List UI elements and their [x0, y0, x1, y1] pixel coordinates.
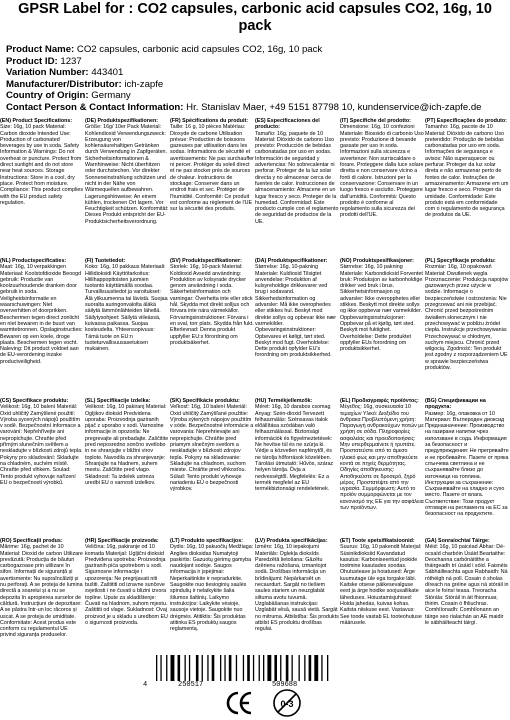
barcode-bar [178, 655, 181, 681]
title-line-2: pack [238, 18, 272, 34]
info-line [6, 90, 506, 102]
language-block [0, 538, 84, 678]
info-value: 1237 [60, 55, 82, 67]
language-body: Maat: 16g, 10 verpakkingen Materiaal: Koolstofdioxide Beoogd gebruik: Productie van koolzuurhoudende dranken door gebruik in soda. Veiligheidsinformatie en waarschuwingen: Niet oververhitten of doorprikken. Beschermen tegen direct zonlicht en niet bewaren in de buurt van warmtebronnen. Opslaginstructies: Bewaren op een koele, droge plaats. Beschermen tegen vocht. Naleving: Dit product voldoet aan de EU-verordening inzake productveiligheid. [0, 264, 83, 365]
barcode-bar [253, 655, 254, 681]
barcode-bar [207, 655, 208, 681]
language-body: Veličina: 16g, pakiranje od 10 komada Materijal: Ugljični dioksid Predviđena upotreba: Proizvodnja gaziranih pića upotrebom u sodi. Sigurnosne informacije i upozorenja: Ne pregrijavati niti bušiti. Zaštititi od izravne sunčeve svjetlosti i ne čuvati u blizini izvora topline. Upute za skladištenje: Čuvati na hladnom, suhom mjestu. Zaštititi od vlage. Sukladnost: Ovaj proizvod je u skladu s uredbom EU o sigurnosti proizvoda. [85, 544, 168, 626]
language-grid [0, 118, 510, 678]
language-body: Tamaño: 16g, paquete de 10 Material: Dióxido de carbono Uso previsto: Producción de bebidas carbonatadas por uso en sodas. Información de seguridad y advertencias: No sobrecalentar ni perforar. Proteger de la luz solar directa y no almacenar cerca de fuentes de calor. Instrucciones de almacenamiento: Almacene en un lugar fresco y seco. Proteger de la humedad. Conformidad: Este producto cumple con el reglamento de seguridad de productos de la UE. [255, 130, 339, 225]
barcode-bar [280, 655, 281, 681]
barcode-bar [202, 655, 203, 681]
language-body: Storlek: 16g, 10-pack Material: Koldioxid Avsedd användning: Produktion av kolsyrade drycker genom användning i soda. Säkerhetsinformation och varningar: Överhetta inte eller stick hål. Skydda mot direkt solljus och förvara inte nära värmekällor. Förvaringsinstruktioner: Förvara i en sval, torr plats. Skydda från fukt. Efterlevnad: Denna produkt uppfyller EU:s förordning om produktsäkerhet. [170, 264, 254, 346]
language-block [425, 398, 509, 538]
language-body: Größe: 16g/ 10er Pack Material: Kohlendioxid Verwendungszweck: Erzeugung von kohlensäurehaltigen Getränken durch Verwendung in Zapfgeräten. Sicherheitsinformationen & Warnhinweise: Nicht überhitzen oder durchstechen. Vor direkter Sonneneinstrahlung schützen und nicht in der Nähe von Wärmequellen aufbewahren. Lagerungshinweise: An einem kühlen, trockenen Ort lagern. Vor Feuchtigkeit schützen. Konformität: Dieses Produkt entspricht der EU-Produktsicherheitsverordnung. [85, 124, 169, 225]
language-heading: (PT) Especificações do produto: [425, 118, 507, 124]
barcode-bar [220, 655, 221, 681]
language-block [340, 398, 424, 538]
info-line [6, 56, 506, 68]
language-body: Koko: 16g, 10 pakkaus Materiaali: Hiilidioksidi Käyttötarkoitus: Hiilihappopitoisten juomien tuotanto käyttämällä soodaa. Turvallisuustiedot ja varoitukset: Älä ylikuumenna tai lävistä. Suojaa suoralta auringonvalolta äläkä säilytä lämmönlähteiden lähellä. Säilytysohjeet: Säilytä viileässä, kuivassa paikassa. Suojaa kosteudelta. Yhteensopivuus: Tämä tuote on EU:n tuoteturvallisuusasetuksen mukainen. [85, 264, 168, 353]
barcode-bar [304, 655, 305, 681]
title-line-1: GPSR Label for : CO2 capsules, carbonic acid capsules CO2, 16g, 10 [18, 1, 492, 17]
language-row [0, 258, 510, 398]
language-body: Tamanho: 16g, pacote de 10 Material: Dióxido de carbono Uso pretendido: Produção de bebidas carbonatadas por uso em soda. Informações de segurança e avisos: Não superaquecer ou perfurar. Proteger da luz solar direta e não armazenar perto de fontes de calor. Instruções de armazenamento: Armazene em um lugar fresco e seco. Proteger da umidade. Conformidade: Este produto está em conformidade com o regulamento de segurança de produtos da UE. [425, 124, 509, 219]
language-block [85, 258, 169, 398]
language-body: Size: 16g, 10 pack Material: Carbon dioxide Intended Use: Production of carbonated beverages by use in soda. Safety Information & Warnings: Do not overheat or puncture. Protect from direct sunlight and do not store near heat sources. Storage Instructions: Store in a cool, dry place. Protect from moisture. Compliance: This product complies with the EU product safety regulation. [0, 124, 84, 206]
language-block [0, 258, 84, 398]
language-block [425, 538, 509, 678]
language-body: Méid: 16g, 10 paicéad Ábhar: Dé-ocsaíd charbóin Úsáid Beartaithe: Deochanna carbónáitithe a tháirgeadh trí úsáid i sóid. Faisnéis Sábháilteachta agus Rabhaidh: Ná róthéigh ná poll. Cosain ó sholas díreach na gréine agus ná stóráil in aice le foinsí teasa. Treoracha Stórála: Stóráil in áit fhionnuar, thirim. Cosain ó fhliuchras. Comhlíonadh: Comhlíonann an táirge seo rialachán an AE maidir le sábháilteacht táirgí. [425, 544, 509, 626]
language-body: Størrelse: 16g, 10-pakning Materiale: Kuldioxid Tilsigtet anvendelse: Produktion af kulsyreholdige drikkevarer ved brug i sodavand. Sikkerhedsinformation og advarsler: Må ikke overophedes eller stikkes hul. Beskyt mod direkte sollys og opbevar ikke nær varmekilder. Opbevaringsinstruktioner: Opbevares et køligt, tørt sted. Beskyt mod fugt. Overholdelse: Dette produkt opfylder EU's forordning om produktsikkerhed. [255, 264, 337, 359]
language-heading: (NO) Produktspesifikasjoner: [340, 258, 414, 264]
language-heading: (GA) Sonraíochtaí Táirge: [425, 538, 490, 544]
info-label: Product ID: [6, 55, 58, 67]
age-warning-icon [272, 688, 302, 718]
barcode-bar [267, 655, 271, 681]
barcode-bar [259, 655, 260, 681]
language-block [170, 258, 254, 398]
language-block [0, 398, 84, 538]
certification-marks [180, 688, 340, 720]
language-block [255, 258, 339, 398]
barcode-bar [243, 655, 244, 681]
language-block [85, 118, 169, 258]
language-heading: (SV) Produktspecifikationer: [170, 258, 242, 264]
barcode-bar [196, 655, 199, 681]
info-line [6, 102, 506, 114]
language-block [340, 258, 424, 398]
language-row [0, 118, 510, 258]
barcode-bar [156, 655, 157, 681]
language-heading: (PL) Specyfikacje produktu: [425, 258, 496, 264]
language-heading: (SL) Specifikacije izdelka: [85, 398, 151, 404]
language-body: Mărime: 16g, pachet de 10 Material: Dioxid de carbon Utilizare prevăzută: Producția de băuturi carbogazoase prin utilizare în sifon. Informații de siguranță și avertismente: Nu supraîncălziți și nu perforați. A se proteja de lumina directă a soarelui și a nu se depozita în apropierea surselor de căldură. Instrucțiuni de depozitare: A se păstra într-un loc răcoros și uscat. A se proteja de umiditate. Conformitate: Acest produs este conform cu regulamentul UE privind siguranța produselor. [0, 544, 83, 639]
barcode-lead-digit: 4 [143, 681, 148, 689]
barcode-bar [274, 655, 277, 681]
barcode-bar [236, 655, 237, 681]
barcode-bar [224, 655, 225, 681]
barcode-bar [292, 655, 293, 681]
barcode-bar [263, 655, 264, 681]
language-body: Méret: 16g, 10 darabos csomag Anyag: Szén-dioxid Tervezett felhasználás: Szénsavas italok előállítása szódában való felhasználással. Biztonsági információk és figyelmeztetések: Ne hevítse túl és ne szúrja ki. Védje a közvetlen napfénytől, és ne tárolja hőforrások közelében. Tárolási útmutató: Hűvös, száraz helyen tárolja. Óvja a nedvességtől. Megfelelés: Ez a termék megfelel az EU termékbiztonsági rendeletének. [255, 404, 334, 493]
language-body: Velikost: 16g, 10 pakiranj Material: Ogljikov dioksid Predvidena uporaba: Proizvodnja gaziranih pijač z uporabo v sodi. Varnostne informacije in opozorila: Ne pregrevajte ali prebadajte. Zaščitite pred neposredno sončno svetlobo in ne shranjujte v bližini virov toplote. Navodila za shranjevanje: Shranjujte na hladnem, suhem mestu. Zaščitite pred vlago. Skladnost: Ta izdelek ustreza uredbi EU o varnosti izdelkov. [85, 404, 169, 486]
info-value: CO2 capsules, carbonic acid capsules CO2, 16g, 10 pack [76, 44, 323, 55]
language-block [170, 118, 254, 258]
language-heading: (BG) Спецификации на продукта: [425, 398, 486, 411]
barcode-bar [185, 655, 186, 681]
language-body: Taille: 16 g, 10 pièces Matériau: Dioxyde de carbone Utilisation prévue: Production de boissons gazeuses par utilisation dans les sodas. Informations de sécurité et avertissements: Ne pas surchauffer ni percer. Protéger du soleil direct et ne pas stocker près de sources de chaleur. Instructions de stockage: Conserver dans un endroit frais et sec. Protéger de l'humidité. Conformité: Ce produit est conforme au règlement de l'UE sur la sécurité des produits. [170, 124, 254, 213]
info-label: Product Name: [6, 44, 75, 55]
language-heading: (RO) Specificații produs: [0, 538, 63, 544]
language-block [425, 118, 509, 258]
barcode-group-2: 509688 [272, 681, 298, 689]
language-block [255, 398, 339, 538]
barcode-bar [247, 655, 250, 681]
language-block [85, 398, 169, 538]
barcode-bar [160, 655, 161, 681]
info-label: Contact Person & Contact Information: [6, 101, 184, 113]
ce-mark-icon [226, 689, 254, 717]
age-warning-text: 0-3 [280, 699, 294, 709]
info-line [6, 79, 506, 91]
language-heading: (EL) Προδιαγραφές προϊόντος: [340, 398, 419, 404]
info-label: Country of Origin: [6, 90, 89, 102]
language-heading: (NL) Productspecificaties: [0, 258, 67, 264]
language-heading: (HU) Termékjellemzők: [255, 398, 313, 404]
language-heading: (FI) Tuotetiedot: [85, 258, 126, 264]
language-body: Μέγεθος: 16g, συσκευασία 10 τεμαχίων Υλικό: Διοξείδιο του άνθρακα Προβλεπόμενη χρήση: Παραγωγή ανθρακούχων ποτών με χρήση σε σόδα. Πληροφορίες ασφαλείας και προειδοποιήσεις: Μην υπερθερμαίνετε ή τρυπάτε. Προστατεύστε από το άμεσο ηλιακό φως και μην αποθηκεύετε κοντά σε πηγές θερμότητας. Οδηγίες αποθήκευσης: Αποθηκεύστε σε δροσερό, ξηρό μέρος. Προστατέψτε από την υγρασία. Συμμόρφωση: Αυτό το προϊόν συμμορφώνεται με τον κανονισμό της ΕΕ για την ασφάλεια των προϊόντων. [340, 404, 424, 512]
language-block [255, 118, 339, 258]
language-body: Suurus: 16g, 10 pakendit Materjal: Süsinikdioksiid Kavandatud kasutus: Karboniseeritud jookide tootmine kasutades soodas. Ohutusteave ja hoiatused: Ärge kuumutage üle ega torgake läbi. Kaitske otsese päikesevalguse eest ja ärge hoidke soojusallikate läheduses. Hoiustamisjuhised: Hoida jahedas, kuivas kohas. Kaitsta niiskuse eest. Vastavus: See toode vastab EL tooteohutuse määrusele. [340, 544, 422, 626]
barcode-bar [229, 655, 232, 681]
language-heading: (LT) Produkto specifikacijos: [170, 538, 243, 544]
language-body: Dimensione: 16g, 10 confezioni Materiale: Biossido di carbonio Uso previsto: Produzione di bevande gassate per uso in soda. Informazioni sulla sicurezza e avvertenze: Non surriscaldare o forare. Proteggere dalla luce solare diretta e non conservare vicino a fonti di calore. Istruzioni per la conservazione: Conservare in un luogo fresco e asciutto. Proteggere dall'umidità. Conformità: Questo prodotto è conforme al regolamento sulla sicurezza dei prodotti dell'UE. [340, 124, 424, 219]
barcode-bar [299, 655, 300, 681]
barcode-bar [309, 655, 312, 681]
language-heading: (IT) Specifiche del prodotto: [340, 118, 411, 124]
language-body: Dydis: 16g, 10 pakuočių Medžiaga: Anglies dioksidas Numatytoji paskirtis: Gazuotų gėrimų gamyba naudojant sodoje. Saugos informacija ir įspėjimai: Neperkaitinkite ir nepradurkite. Saugokite nuo tiesioginių saulės spindulių ir nelaikykite šalia šilumos šaltinių. Laikymo instrukcijos: Laikykite vėsioje, sausoje vietoje. Saugokite nuo drėgmės. Atitiktis: Šis produktas atitinka ES produktų saugos reglamentą. [170, 544, 254, 633]
language-body: Rozmiar: 16g, 10 opakowań Materiał: Dwutlenek węgla Przeznaczenie: Produkcja napojów gazowanych przez użycie w sodzie. Informacje o bezpieczeństwie i ostrzeżenia: Nie przegrzewać ani nie przebijać. Chronić przed bezpośrednim światłem słonecznym i nie przechowywać w pobliżu źródeł ciepła. Instrukcje przechowywania: Przechowywać w chłodnym, suchym miejscu. Chronić przed wilgocią. Zgodność: Ten produkt jest zgodny z rozporządzeniem UE w sprawie bezpieczeństwa produktów. [425, 264, 509, 372]
language-body: Velikost: 16g, 10 balení Materiál: Oxid uhličitý Zamýšlené použití: Výroba sycených nápojů použitím v sodě. Bezpečnostní informace a varování: Nepřehřívejte ani nepropichujte. Chraňte před přímým slunečním světlem a neskladujte v blízkosti zdrojů tepla. Pokyny pro skladování: Skladujte na chladném, suchém místě. Chraňte před vlhkem. Soulad: Tento produkt vyhovuje nařízení EU o bezpečnosti výrobků. [0, 404, 83, 486]
label-title [0, 1, 510, 35]
language-heading: (ES) Especificaciones del producto: [255, 118, 320, 131]
language-body: Размер: 16g, опаковка от 10 Материал: Въглероден диоксид Предназначение: Производство на газирани напитки чрез използване в сода. Информация за безопасност и предупреждения: Не прегрявайте и не пробивайте. Пазете от пряка слънчева светлина и не съхранявайте близо до източници на топлина. Инструкции за съхранение: Съхранявайте на хладно и сухо място. Пазете от влага. Съответствие: Този продукт отговаря на регламента на ЕС за безопасност на продуктите. [425, 410, 509, 518]
language-body: Størrelse: 16g, 10 pakning Materiale: Karbondioksid Forventet bruk: Produksjon av karbonholdige drikker ved bruk i brus. Sikkerhetsinformasjon og advarsler: Ikke overopphetes eller stikkes. Beskytt mot direkte sollys og ikke oppbevar nær varmekilder. Oppbevaringsinstruksjoner: Oppbevar på et kjølig, tørt sted. Beskytt mot fuktighet. Overholdelse: Dette produktet oppfyller EUs forordning om produktsikkerhet. [340, 264, 423, 353]
language-heading: (EN) Product Specifications: [0, 118, 73, 124]
info-label: Manufacturer/Distributor: [6, 78, 122, 90]
language-heading: (LV) Produkta specifikācijas: [255, 538, 328, 544]
language-body: Veľkosť: 16g, 10 balení Materiál: Oxid uhličitý Zamýšľané použitie: Výroba sýtených nápojov použitím v sóde. Bezpečnostné informácie a varovania: Neprehrievajte ani neprepichujte. Chráňte pred priamym slnečným svetlom a neskladujte v blízkosti zdrojov tepla. Pokyny na skladovanie: Skladujte na chladnom, suchom mieste. Chráňte pred vlhkosťou. Súlad: Tento produkt vyhovuje nariadeniu EÚ o bezpečnosti výrobkov. [170, 404, 254, 493]
barcode-group-1: 250517 [178, 681, 204, 689]
barcode-bar [171, 655, 175, 681]
info-value: Germany [91, 90, 131, 102]
info-line [6, 67, 506, 79]
language-block [425, 258, 509, 398]
product-info [6, 44, 506, 114]
language-heading: (CS) Specifikace produktu: [0, 398, 69, 404]
barcode-bar [166, 655, 167, 681]
info-value: 443401 [91, 67, 124, 79]
language-body: Izmērs: 16g, 10 iepakojumi Materiāls: Oglekļa dioksīds Paredzētā lietošana: Gāzētu dzērienu ražošana, izmantojot sodā. Drošības informācija un brīdinājumi: Nepārkarsēt un necaurdurt. Sargāt no tiešiem saules stariem un neuzglabāt siltuma avotu tuvumā. Uzglabāšanas instrukcijas: Uzglabāt vēsā, sausā vietā. Sargāt no mitruma. Atbilstība: Šis produkts atbilst ES produktu drošības regulai. [255, 544, 339, 633]
language-block [340, 538, 424, 678]
barcode-bar [314, 655, 318, 681]
barcode-bar [212, 655, 215, 681]
info-value: ich-zapfe [124, 78, 164, 90]
language-heading: (DE) Produktspezifikationen: [85, 118, 159, 124]
info-label: Variation Number: [6, 67, 89, 79]
language-heading: (FR) Spécifications du produit: [170, 118, 249, 124]
language-heading: (DA) Produktspecifikationer: [255, 258, 328, 264]
language-heading: (HR) Specifikacije proizvoda: [85, 538, 159, 544]
language-block [170, 398, 254, 538]
info-line [6, 44, 506, 56]
barcode-bar [327, 655, 328, 681]
language-heading: (SK) Špecifikácie produktu: [170, 398, 240, 404]
language-block [340, 118, 424, 258]
info-value: Hr. Stanislav Maer, +49 5151 87798 10, kundenservice@ich-zapfe.de [186, 101, 482, 113]
language-row [0, 398, 510, 538]
language-heading: (ET) Toote spetsifikatsioonid: [340, 538, 415, 544]
ean-barcode [150, 655, 350, 681]
barcode-bar [286, 655, 289, 681]
language-block [0, 118, 84, 258]
barcode-bar [321, 655, 322, 681]
barcode-bar [189, 655, 190, 681]
